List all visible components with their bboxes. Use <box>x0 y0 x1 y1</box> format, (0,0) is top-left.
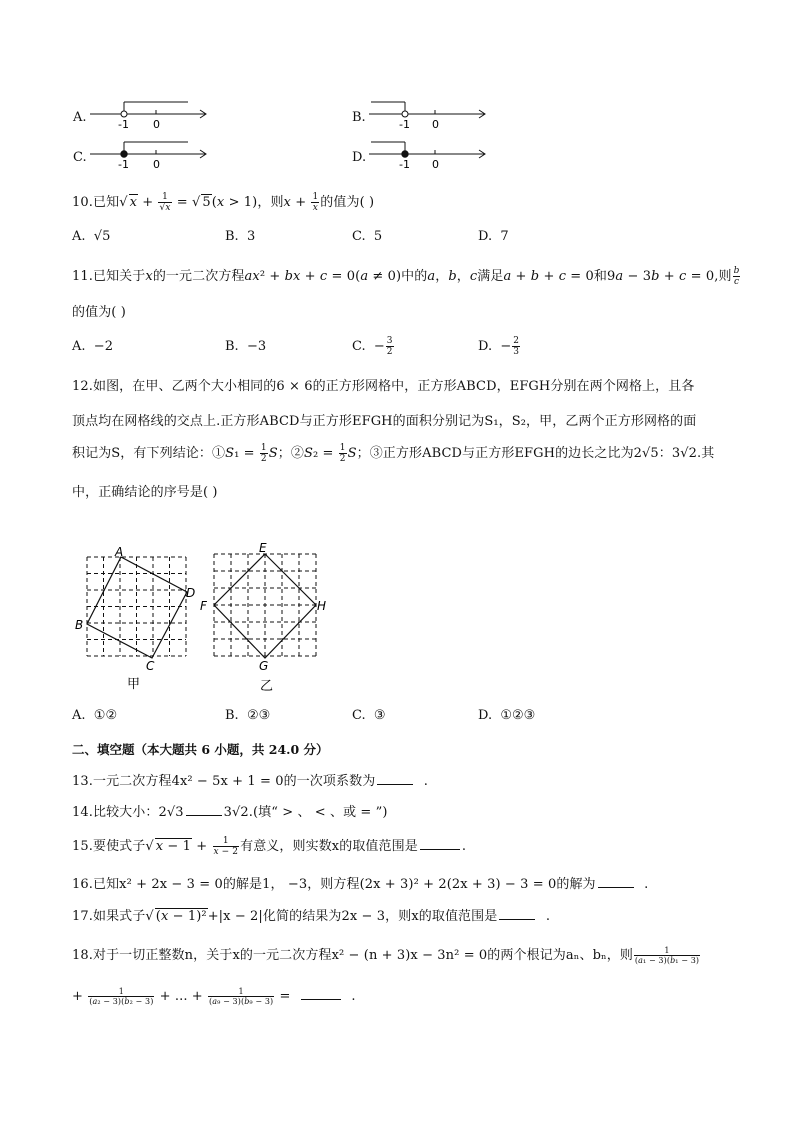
q11-option-d: D. − $\frac{2}{3}$ <box>478 336 519 357</box>
vertex-a: A <box>115 545 124 559</box>
question-10: 10.已知√ x + $\frac{1}{√x}$ = √ 5(x > 1)，则x + $\frac{1}{x}$ 的值为( ) <box>72 192 375 213</box>
tick-label-neg1: -1 <box>399 158 410 171</box>
vertex-h: H <box>317 599 327 613</box>
q10-option-c: C. 5 <box>352 229 383 244</box>
question-12-line2: 顶点均在网格线的交点上.正方形ABCD与正方形EFGH的面积分别记为S₁，S₂，甲，乙两个正方形网格的面 <box>72 414 697 429</box>
option-label-b: B. <box>352 110 366 125</box>
question-11-line2: 的值为( ) <box>72 305 126 320</box>
tick-label-0: 0 <box>153 118 160 131</box>
number-line-b <box>367 96 492 132</box>
question-15: 15.要使式子√ x − 1 + $\frac{1}{x - 2}$ 有意义，则实数x的取值范围是 . <box>72 836 467 857</box>
q12-option-c: C. ③ <box>352 708 386 723</box>
tick-label-0: 0 <box>432 158 439 171</box>
q11-option-c: C. − $\frac{3}{2}$ <box>352 336 393 357</box>
question-12-line1: 12.如图，在甲、乙两个大小相同的6 × 6的正方形网格中，正方形ABCD，EFGH分别在两个网格上，且各 <box>72 379 695 394</box>
grid-figure-yi <box>198 540 332 692</box>
vertex-d: D <box>186 586 196 600</box>
question-14: 14.比较大小：2√3 3√2.(填“ > 、 < 、或 = ”) <box>72 805 388 820</box>
tick-label-neg1: -1 <box>118 118 129 131</box>
question-11: 11.已知关于x的一元二次方程ax² + bx + c = 0(a ≠ 0)中的a，b，c满足a + b + c = 0和9a − 3b + c = 0,则 $\frac{b}{c}$ <box>72 266 740 287</box>
option-label-c: C. <box>73 150 87 165</box>
q10-option-b: B. 3 <box>225 229 256 244</box>
question-16: 16.已知x² + 2x − 3 = 0的解是1， −3，则方程(2x + 3)² + 2(2x + 3) − 3 = 0的解为 . <box>72 877 649 892</box>
number-line-c <box>88 136 213 172</box>
question-12-line4: 中，正确结论的序号是( ) <box>72 485 218 500</box>
q12-option-d: D. ①②③ <box>478 708 536 723</box>
question-17: 17.如果式子√ (x − 1)²+|x − 2|化简的结果为2x − 3，则x的取值范围是 . <box>72 909 551 924</box>
number-line-a <box>88 96 213 132</box>
vertex-c: C <box>146 659 155 673</box>
tick-label-0: 0 <box>153 158 160 171</box>
q10-option-d: D. 7 <box>478 229 509 244</box>
option-label-a: A. <box>73 110 87 125</box>
q11-option-b: B. −3 <box>225 339 267 354</box>
tick-label-neg1: -1 <box>118 158 129 171</box>
grid-caption-jia: 甲 <box>127 677 141 692</box>
grid-caption-yi: 乙 <box>260 679 274 692</box>
vertex-g: G <box>259 659 269 673</box>
option-label-d: D. <box>352 150 367 165</box>
tick-label-neg1: -1 <box>399 118 410 131</box>
vertex-b: B <box>75 618 84 632</box>
q11-option-a: A. −2 <box>72 339 113 354</box>
tick-label-0: 0 <box>432 118 439 131</box>
q12-option-a: A. ①② <box>72 708 118 723</box>
question-18-line2: + $\frac{1}{\text{(a₂ − 3)(b₂ − 3)}}$ + ... + $\frac{1}{\text{(a₉ − 3)(b₉ − 3)}}$ = . <box>72 987 356 1006</box>
number-line-d <box>367 136 492 172</box>
question-12-line3: 积记为S，有下列结论：①S₁ = $\frac{1}{2}$ S；②S₂ = $\frac{1}{2}$ S；③正方形ABCD与正方形EFGH的边长之比为2√5：3√2.其 <box>72 443 715 464</box>
vertex-e: E <box>259 541 267 555</box>
question-13: 13.一元二次方程4x² − 5x + 1 = 0的一次项系数为 . <box>72 774 429 789</box>
q10-option-a: A. √5 <box>72 229 111 244</box>
vertex-f: F <box>200 599 207 613</box>
grid-figure-jia <box>74 540 200 692</box>
section-title-fill-in: 二、填空题（本大题共 6 小题，共 24.0 分） <box>72 742 329 757</box>
question-18-line1: 18.对于一切正整数n，关于x的一元二次方程x² − (n + 3)x − 3n² = 0的两个根记为aₙ、bₙ，则 $\frac{1}{\text{(a₁ − 3)(b₁ − 3)}}$ <box>72 946 700 965</box>
q12-option-b: B. ②③ <box>225 708 271 723</box>
